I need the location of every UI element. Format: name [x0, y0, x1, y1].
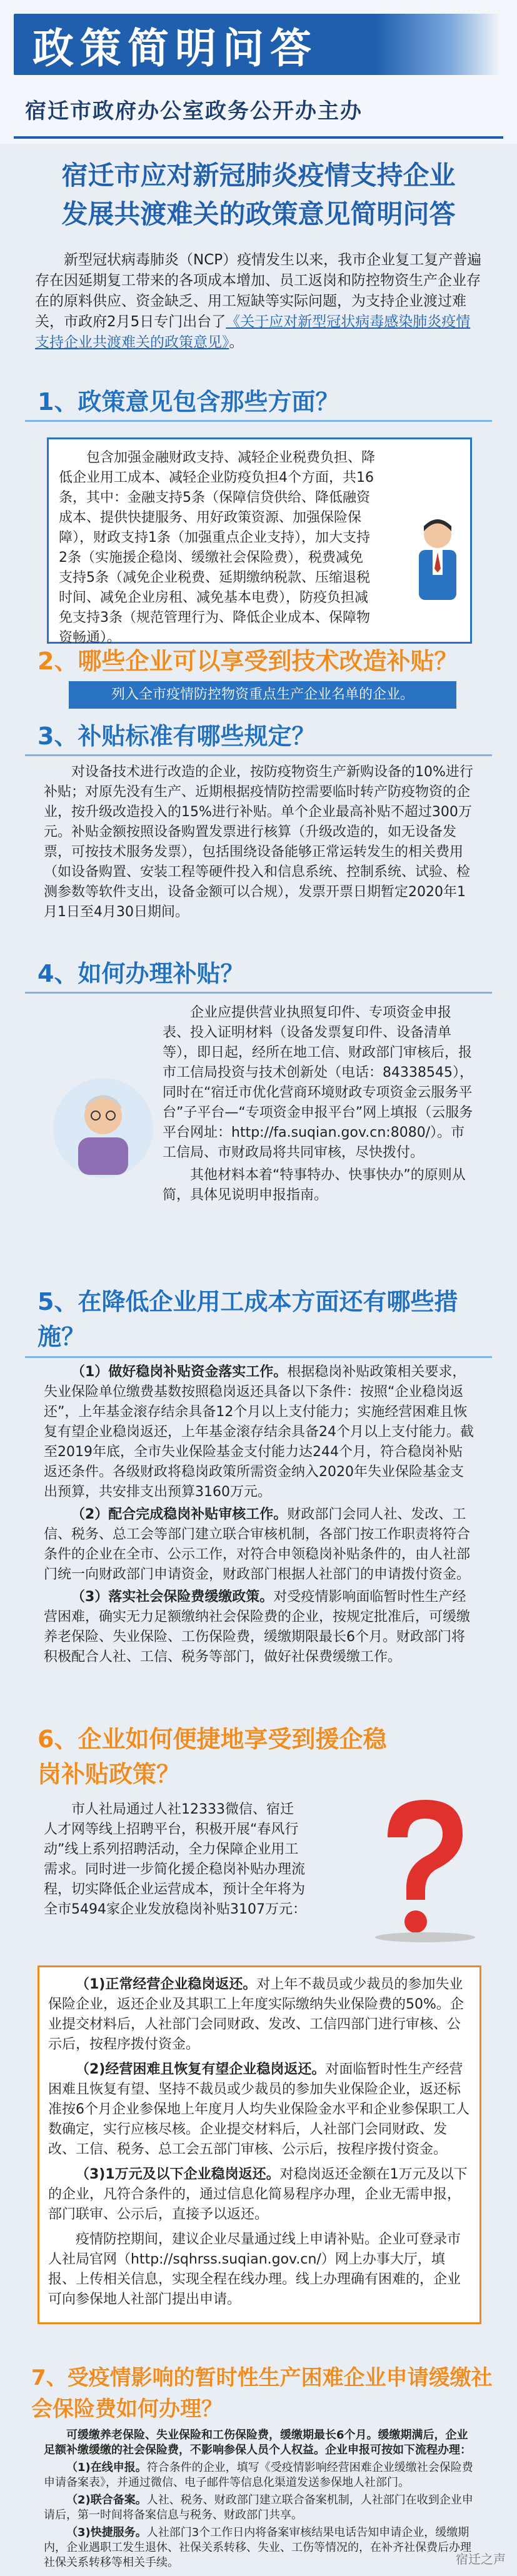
q1-divider — [25, 420, 492, 422]
q5-item-1: （1）做好稳岗补贴资金落实工作。根据稳岗补贴政策相关要求，失业保险单位缴费基数按照稳岗返还具备以下条件：按照“企业稳岗返还”，上年基金滚存结余具备12个月以上支付能力；实施经营困难且恢复有望企业稳岗返还，上年基金滚存结余具备24个月以上支付能力。截至2019年底，全市失业保险基金支付能力达244个月，符合稳岗补贴返还条件。各级财政将稳岗政策所需资金纳入2020年失业保险基金支出预算，共安排支出预算3160万元。 — [44, 1364, 474, 1500]
q7-step-1: （1)在线申报。符合条件的企业，填写《受疫情影响经营困难企业缓缴社会保险费申请备案表》，并通过微信、电子邮件等信息化渠道发送参保地人社部门。 — [44, 2461, 473, 2489]
q5-divider — [25, 1356, 492, 1358]
q5-body-block — [44, 1362, 475, 1670]
q7-step-3: （3)快捷服务。人社部门3个工作日内将备案审核结果电话告知申请企业，缓缴期内，企业遇职工发生退休、社保关系转移、失业、工伤等情况的，在补齐社保费后办理社保关系转移等相关手续。 — [44, 2526, 471, 2569]
q2-title: 2、哪些企业可以享受到技术改造补贴？ — [38, 647, 458, 675]
q5-item-2: （2）配合完成稳岗补贴审核工作。财政部门会同人社、发改、工信、税务、总工会等部门建立联合审核机制，各部门按工作职责将符合条件的企业在全市、公示工作，对符合申领稳岗补贴条件的，由人社部门统一向财政部门申请资金，财政部门根据人社部门的申请拨付资金。 — [44, 1507, 471, 1582]
document-title-line-1: 宿迁市应对新冠肺炎疫情支持企业 — [61, 160, 456, 191]
q7-intro: 可缓缴养老保险、失业保险和工伤保险费，缓缴期最长6个月。缓缴期满后，企业足额补缴缓缴的社会保险费，不影响参保人员个人权益。企业申报可按如下流程办理： — [44, 2429, 471, 2457]
q4-title: 4、如何办理补贴？ — [38, 960, 244, 987]
q7-title: 7、受疫情影响的暂时性生产困难企业申请缓缴社会保险费如何办理？ — [31, 2365, 493, 2422]
q2-answer-bar: 列入全市疫情防控物资重点生产企业名单的企业。 — [69, 681, 456, 709]
q5-item-3: （3）落实社会保险费缓缴政策。对受疫情影响面临暂时性生产经营困难，确实无力足额缴纳社会保险费的企业，按规定批准后，可缓缴养老保险、失业保险、工伤保险费，缓缴期限最长6个月。财政部门将积极配合人社、工信、税务等部门，做好社保费缓缴工作。 — [44, 1589, 471, 1665]
q4-body-block — [163, 1003, 475, 1208]
person-illustration-icon — [400, 512, 475, 606]
intro-tail: 。 — [229, 334, 244, 351]
q6-intro: 市人社局通过人社12333微信、宿迁人才网等线上招聘平台，积极开展“春风行动”线上系列招聘活动，全力保障企业用工需求。同时进一步简化援企稳岗补贴办理流程，切实降低企业运营成本，预计全年将为全市5494家企业发放稳岗补贴3107万元： — [44, 1802, 306, 1917]
policy-link[interactable]: 《关于应对新型冠状病毒感染肺炎疫情支持企业共渡难关的政策意见》 — [35, 314, 471, 351]
q6-intro-block — [44, 1800, 306, 1922]
q1-title: 1、政策意见包含那些方面？ — [38, 388, 339, 416]
q4-divider — [25, 992, 492, 994]
q6-title: 6、企业如何便捷地享受到援企稳岗补贴政策？ — [38, 1725, 387, 1788]
q3-body-block — [44, 762, 475, 925]
watermark: 宿迁之声 — [456, 2552, 506, 2567]
q6-item-2: （2)经营困难且恢复有望企业稳岗返还。对面临暂时性生产经营困难且恢复有望、坚持不裁员或少裁员的参加失业保险企业，返还标准按6个月企业参保地上年度月人均失业保险金水平和企业参保职工人数确定，实行应核尽核。企业提交材料后，人社部门会同财政、发改、工信、税务、总工会五部门审核、公示后，按程序拨付资金。 — [48, 2062, 469, 2157]
q6-box — [38, 1965, 481, 2324]
q6-item-3: （3)1万元及以下企业稳岗返还。对稳岗返还金额在1万元及以下的企业，凡符合条件的，通过信息化简易程序办理，企业无需申报，部门联审、公示后，直接予以返还。 — [48, 2167, 468, 2222]
document-title-line-2: 发展共渡难关的政策意见简明问答 — [61, 199, 456, 229]
banner-decoration — [375, 14, 500, 75]
q6-item-4: 疫情防控期间，建议企业尽量通过线上申请补贴。企业可登录市人社局官网（http://sqhrss.suqian.gov.cn/）网上办事大厅，填报、上传相关信息，实现全程在线办理。线上办理确有困难的，企业可向参保地人社部门提出申请。 — [48, 2232, 461, 2307]
document-title — [13, 156, 504, 234]
q7-step-2: （2)联合备案。人社、税务、财政部门建立联合备案机制，人社部门在收到企业申请后，第一时间将备案信息与税务、财政部门共享。 — [44, 2494, 473, 2522]
intro-text: 新型冠状病毒肺炎（NCP）疫情发生以来，我市企业复工复产普遍存在因延期复工带来的各项成本增加、员工返岗和防控物资生产企业存在的原料供应、资金缺乏、用工短缺等实际问题，为支持企业渡过难关，市政府2月5日专门出台了 — [35, 252, 482, 330]
q6-item-1: （1)正常经营企业稳岗返还。对上年不裁员或少裁员的参加失业保险企业，返还企业及其职工上年度实际缴纳失业保险费的50%。企业提交材料后，人社部门会同财政、发改、工信四部门进行审核、公示后，按程序拨付资金。 — [48, 1977, 464, 2052]
q3-divider — [25, 754, 492, 756]
banner-title: 政策简明问答 — [14, 14, 389, 75]
question-mark-icon — [350, 1787, 488, 1944]
q3-body: 对设备技术进行改造的企业，按防疫物资生产新购设备的10%进行补贴；对原先没有生产、近期根据疫情防控需要临时转产防疫物资的企业，按升级改造投入的15%进行补贴。单个企业最高补贴不超过300万元。补贴金额按照设备购置发票进行核算（升级改造的，如无设备发票，可按技术服务发票），包括围绕设备能够正常运转发生的相关费用（如设备购置、安装工程等硬件投入和信息系统、控制系统、试验、检测参数等软件支出，设备金额可以合规），发票开票日期暂定2020年1月1日至4月30日期间。 — [44, 764, 473, 920]
q1-body: 包含加强金融财政支持、减轻企业税费负担、降低企业用工成本、减轻企业防疫负担4个方面，共16条，其中：金融支持5条（保障信贷供给、降低融资成本、提供快捷服务、用好政策资源、加强保险保障），财政支持1条（加强重点企业支持），加大支持2条（实施援企稳岗、缓缴社会保险费），税费减免支持5条（减免企业税费、延期缴纳税款、压缩退税时间、减免企业房租、减免基本电费），防疫负担减免支持3条（规范管理行为、降低企业成本、保障物资畅通）。 — [59, 450, 376, 646]
elderly-person-icon — [50, 1075, 156, 1181]
q4-body-1: 企业应提供营业执照复印件、专项资金申报表、投入证明材料（设备发票复印件、设备清单等），即日起，经所在地工信、财政部门审核后，报市工信局投资与技术创新处（电话：84338545），同时在“宿迁市优化营商环境财政专项资金云服务平台”子平台—“专项资金申报平台”网上填报（云服务平台网址：http://fa.suqian.gov.cn:8080/）。市工信局、市财政局将共同审核，尽快拨付。 — [163, 1005, 473, 1161]
banner-subtitle: 宿迁市政府办公室政务公开办主办 — [25, 99, 363, 124]
intro-paragraph — [35, 250, 482, 353]
header-divider — [14, 136, 503, 139]
header — [0, 0, 517, 144]
q7-body-block — [44, 2428, 475, 2573]
q5-title: 5、在降低企业用工成本方面还有哪些措施？ — [38, 1288, 458, 1350]
q3-title: 3、补贴标准有哪些规定？ — [38, 722, 316, 750]
q4-body-2: 其他材料本着“特事特办、快事快办”的原则从简，具体见说明申报指南。 — [163, 1167, 466, 1203]
